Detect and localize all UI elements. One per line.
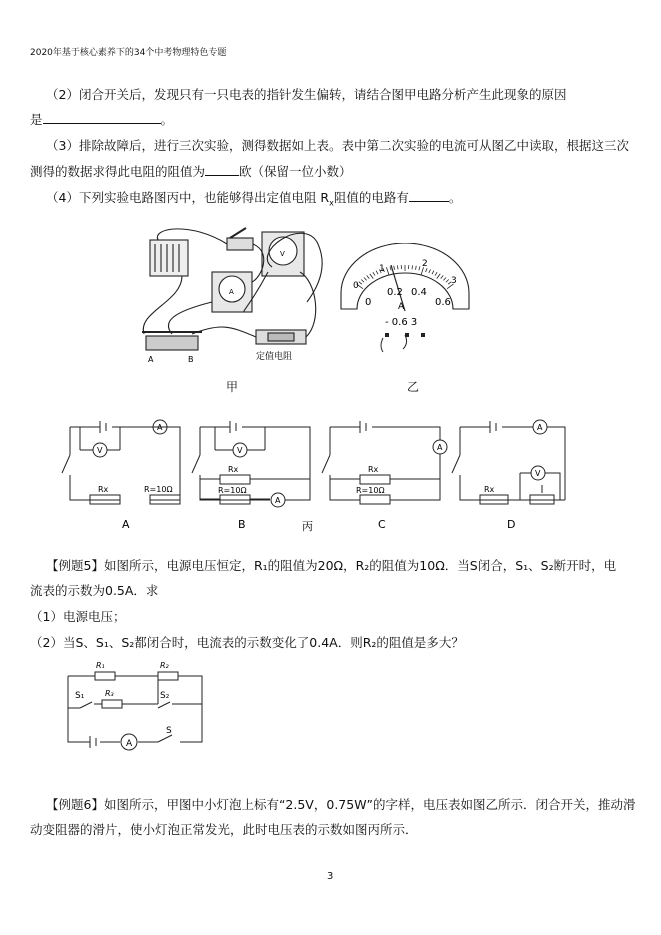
bing-a-r: R=10Ω	[144, 485, 173, 494]
ex5-s1: S₁	[75, 691, 85, 701]
jia-label-a: A	[148, 355, 154, 364]
jia-resistor-label: 定值电阻	[256, 352, 293, 362]
dial-bottom-3: 0.6	[435, 297, 451, 308]
bing-c-rx: Rx	[368, 465, 379, 474]
bing-b-ammeter: A	[275, 496, 281, 505]
bing-label-c: C	[378, 518, 386, 531]
dial-bottom-1: 0.2	[387, 287, 403, 298]
figure-yi-ammeter-dial	[335, 243, 475, 353]
ex6-line2: 动变阻器的滑片，使小灯泡正常发光，此时电压表的示数如图丙所示．	[30, 822, 418, 837]
page-number: 3	[327, 871, 334, 882]
ex5-ammeter: A	[126, 739, 133, 749]
dial-bottom-0: 0	[365, 297, 372, 308]
dial-bottom-2: 0.4	[411, 287, 427, 298]
ex5-q2: （2）当S、S₁、S₂都闭合时，电流表的示数变化了0.4A．则R₂的阻值是多大？	[30, 635, 464, 650]
bing-label-d: D	[507, 518, 516, 531]
bing-c-r: R=10Ω	[356, 486, 385, 495]
figure-bing-circuits	[60, 415, 580, 540]
ex5-s: S	[166, 726, 172, 736]
dial-letter: A	[398, 302, 405, 312]
dial-terminals: - 0.6 3	[385, 317, 418, 328]
bing-a-rx: Rx	[98, 485, 109, 494]
bing-b-rx: Rx	[228, 465, 239, 474]
caption-bing: 丙	[302, 520, 313, 533]
answer-blank	[409, 190, 449, 202]
caption-jia: 甲	[226, 380, 239, 394]
bing-a-voltmeter: V	[97, 446, 103, 455]
dial-tick	[412, 265, 413, 269]
bing-a-ammeter: A	[157, 423, 163, 432]
answer-blank	[205, 164, 239, 176]
figure-jia-physical-circuit	[132, 222, 332, 367]
dial-top-2: 2	[422, 259, 428, 269]
q3-line2: 测得的数据求得此电阻的阻值为 欧（保留一位小数）	[30, 164, 352, 179]
figure-ex5-circuit	[60, 658, 210, 753]
q2-line2: 是 。	[30, 112, 174, 127]
bing-d-rx: Rx	[484, 485, 495, 494]
ex5-line1: 【例题5】如图所示，电源电压恒定，R₁的阻值为20Ω，R₂的阻值为10Ω．当S闭合，S₁、S₂断开时，电	[46, 558, 617, 573]
q2-line1: （2）闭合开关后，发现只有一只电表的指针发生偏转，请结合图甲电路分析产生此现象的原因	[46, 87, 567, 102]
ex5-line2: 流表的示数为0.5A．求	[30, 583, 159, 598]
page-header: 2020年基于核心素养下的34个中考物理特色专题	[30, 48, 227, 58]
ex5-r2: R₂	[160, 661, 169, 670]
bing-label-a: A	[122, 518, 130, 531]
ex5-r3: R₃	[105, 689, 114, 698]
dial-tick	[397, 265, 398, 269]
q3-line1: （3）排除故障后，进行三次实验，测得数据如上表。表中第二次实验的电流可从图乙中读取，根据这三次	[46, 138, 629, 153]
ex5-r1: R₁	[96, 661, 105, 670]
caption-yi: 乙	[407, 380, 420, 394]
answer-blank	[43, 112, 161, 124]
jia-label-b: B	[188, 355, 194, 364]
bing-d-voltmeter: V	[535, 469, 541, 478]
bing-c-ammeter: A	[437, 443, 443, 452]
dial-top-3: 3	[451, 276, 457, 286]
bing-b-r: R=10Ω	[218, 486, 247, 495]
ex6-line1: 【例题6】如图所示，甲图中小灯泡上标有“2.5V，0.75W”的字样，电压表如图乙所示．闭合开关，推动滑	[46, 797, 636, 812]
bing-d-ammeter: A	[537, 423, 543, 432]
ex5-q1: （1）电源电压；	[30, 609, 126, 624]
bing-label-b: B	[238, 518, 246, 531]
jia-voltmeter-letter: V	[280, 250, 285, 258]
dial-top-0: 0	[353, 281, 359, 291]
ex5-s2: S₂	[160, 691, 170, 701]
jia-ammeter-letter: A	[229, 288, 234, 296]
q4-line: （4）下列实验电路图丙中，也能够得出定值电阻 $R_x$阻值的电路有 。	[46, 190, 462, 208]
dial-top-1: 1	[379, 264, 385, 274]
bing-b-voltmeter: V	[237, 446, 243, 455]
